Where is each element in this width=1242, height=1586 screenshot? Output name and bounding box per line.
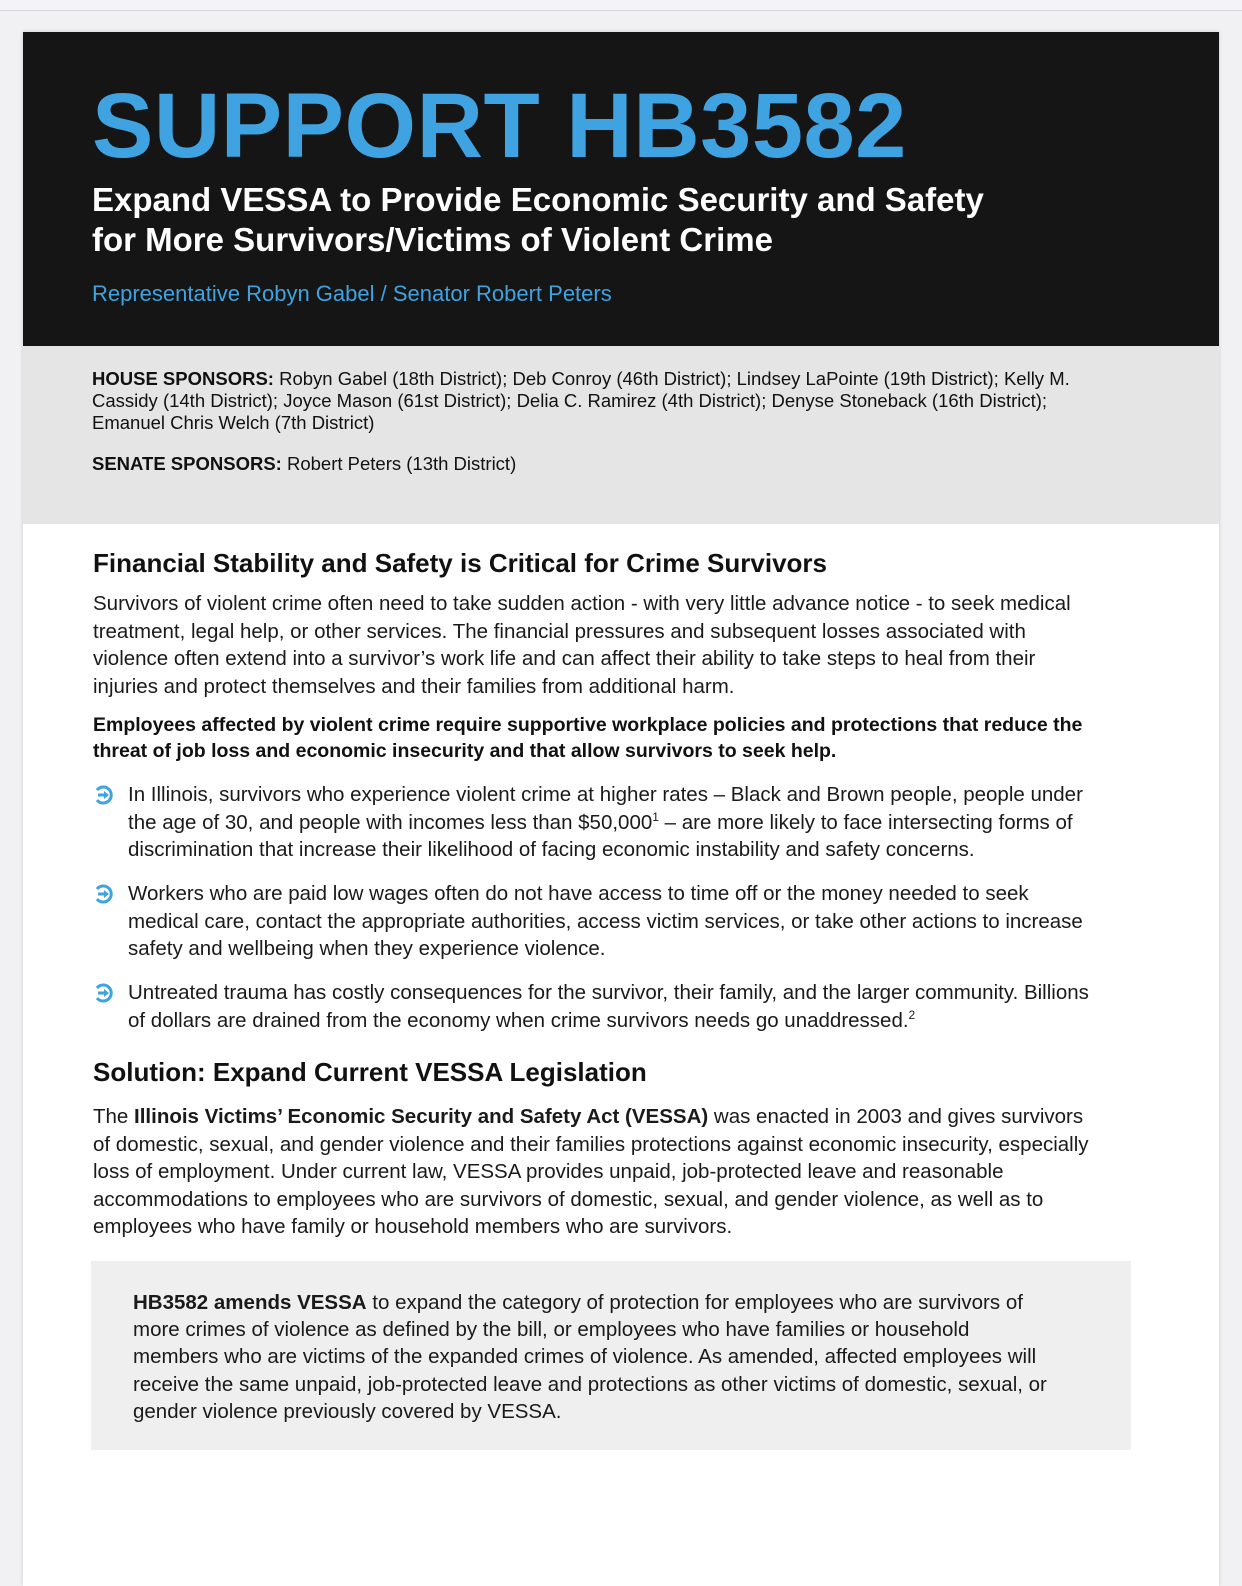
bold-line: threat of job loss and economic insecurity and that allow survivors to seek help.	[93, 739, 837, 762]
house-sponsors-line-1	[92, 368, 1070, 390]
callout-bold: HB3582 amends VESSA	[133, 1291, 367, 1314]
house-sponsors-label: HOUSE SPONSORS:	[92, 368, 274, 389]
page-subtitle	[92, 180, 1152, 260]
viewer-top-edge	[0, 0, 1242, 11]
house-sponsors-line-2: Cassidy (14th District); Joyce Mason (61st District); Delia C. Ramirez (4th District); Denyse Stoneback (16th District);	[92, 390, 1048, 411]
paragraph-line: employees who have family or household members who are survivors.	[93, 1215, 733, 1238]
callout-line: receive the same unpaid, job-protected leave and protections as other victims of domestic, sexual, or	[133, 1372, 1047, 1396]
senate-sponsors-names: Robert Peters (13th District)	[281, 453, 517, 474]
senate-sponsors-line	[92, 453, 516, 475]
bullet-text	[128, 781, 1083, 864]
callout-text	[133, 1289, 1047, 1425]
circular-arrow-bullet-icon	[93, 982, 115, 1004]
subtitle-line-2: for More Survivors/Victims of Violent Crime	[92, 221, 773, 258]
page-title: SUPPORT HB3582	[92, 75, 907, 177]
callout-line: members who are victims of the expanded crimes of violence. As amended, affected employees will	[133, 1345, 1037, 1369]
bold-line: Employees affected by violent crime require supportive workplace policies and protections that reduce the	[93, 714, 1083, 736]
act-name: Illinois Victims’ Economic Security and Safety Act (VESSA)	[134, 1105, 709, 1128]
callout-line: more crimes of violence as defined by the bill, or employees who have families or household	[133, 1318, 970, 1342]
bullet-line-part: of dollars are drained from the economy when crime survivors needs go unaddressed.	[128, 1008, 909, 1032]
sponsors-section	[23, 346, 1219, 524]
paragraph-line	[93, 1103, 1089, 1131]
paragraph-line: accommodations to employees who are survivors of domestic, sexual, and gender violence, as well as to	[93, 1187, 1044, 1211]
circular-arrow-bullet-icon	[93, 784, 115, 806]
bullet-line	[128, 1007, 1089, 1035]
bill-authors: Representative Robyn Gabel / Senator Robert Peters	[92, 281, 612, 306]
document-page	[23, 32, 1219, 1586]
bullet-line: Workers who are paid low wages often do not have access to time off or the money needed to seek	[128, 882, 1029, 905]
bullet-line: In Illinois, survivors who experience violent crime at higher rates – Black and Brown people, people under	[128, 783, 1083, 806]
paragraph-line: violence often extend into a survivor’s work life and can affect their ability to take steps to heal from their	[93, 647, 1036, 670]
bullet-line: Untreated trauma has costly consequences for the survivor, their family, and the larger community. Billions	[128, 981, 1089, 1004]
header-banner	[23, 32, 1219, 346]
bullet-text	[128, 979, 1089, 1034]
bullet-text	[128, 880, 1083, 963]
circular-arrow-bullet-icon	[93, 883, 115, 905]
bullet-line: medical care, contact the appropriate authorities, access victim services, or take other actions to increase	[128, 909, 1083, 933]
house-sponsors-names-1: Robyn Gabel (18th District); Deb Conroy (46th District); Lindsey LaPointe (19th District); Kelly M.	[273, 368, 1070, 389]
paragraph-line: of domestic, sexual, and gender violence and their families protections against economic insecurity, especially	[93, 1132, 1089, 1156]
section1-bold-statement	[93, 713, 1082, 764]
paragraph-part: The	[93, 1105, 135, 1128]
bullet-line	[128, 809, 1083, 837]
section1-paragraph	[93, 590, 1071, 700]
paragraph-line: injuries and protect themselves and their families from additional harm.	[93, 674, 735, 698]
footnote-ref-2: 2	[908, 1007, 916, 1022]
callout-line: gender violence previously covered by VESSA.	[133, 1399, 562, 1423]
house-sponsors-line-3: Emanuel Chris Welch (7th District)	[92, 412, 375, 433]
bullet-line-part: – are more likely to face intersecting forms of	[658, 810, 1073, 834]
senate-sponsors-label: SENATE SPONSORS:	[92, 453, 282, 474]
paragraph-line: treatment, legal help, or other services. The financial pressures and subsequent losses associated with	[93, 619, 1026, 643]
bullet-line-part: the age of 30, and people with incomes less than $50,000	[128, 810, 653, 834]
section2-paragraph	[93, 1103, 1089, 1241]
subtitle-line-1: Expand VESSA to Provide Economic Security and Safety	[92, 181, 984, 218]
callout-part: to expand the category of protection for employees who are survivors of	[366, 1291, 1023, 1314]
section-heading-solution: Solution: Expand Current VESSA Legislation	[93, 1057, 647, 1087]
bullet-line: safety and wellbeing when they experience violence.	[128, 937, 606, 960]
section-heading-financial-stability: Financial Stability and Safety is Critical for Crime Survivors	[93, 548, 828, 578]
paragraph-part: was enacted in 2003 and gives survivors	[708, 1105, 1084, 1128]
bullet-line: discrimination that increase their likelihood of facing economic instability and safety concerns.	[128, 838, 975, 861]
callout-line	[133, 1289, 1047, 1316]
footnote-ref-1: 1	[652, 809, 659, 824]
paragraph-line: Survivors of violent crime often need to take sudden action - with very little advance notice - to seek medical	[93, 592, 1071, 615]
callout-box	[91, 1261, 1131, 1450]
paragraph-line: loss of employment. Under current law, VESSA provides unpaid, job-protected leave and reasonable	[93, 1160, 1004, 1183]
